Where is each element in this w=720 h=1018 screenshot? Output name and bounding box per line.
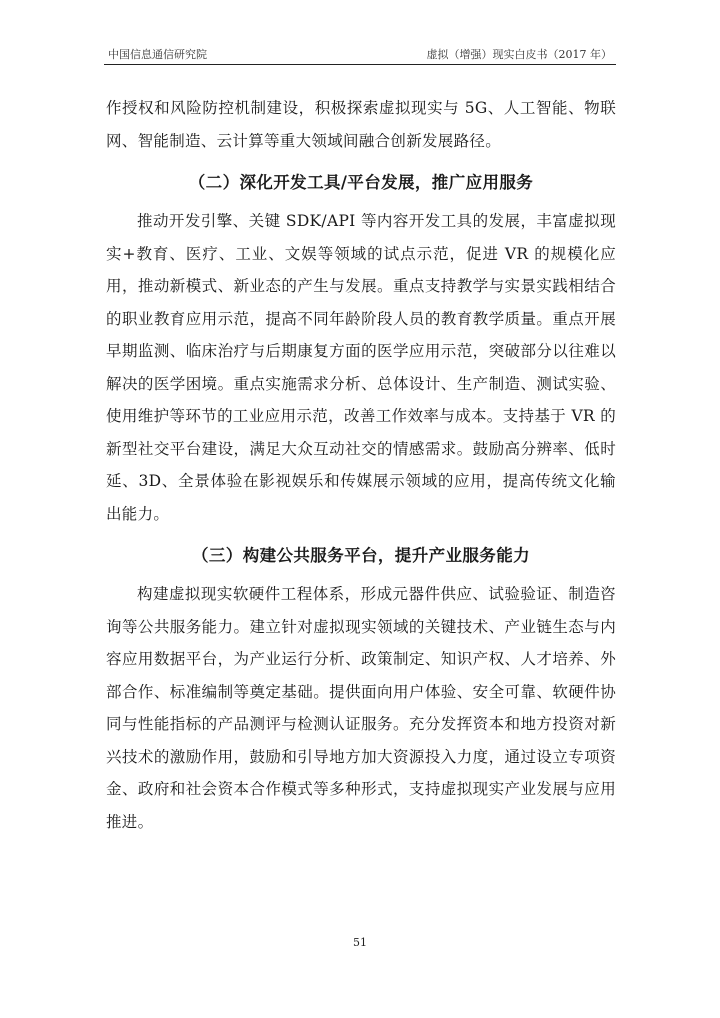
section-heading-3: （三）构建公共服务平台，提升产业服务能力 [192, 546, 530, 565]
continued-paragraph: 作授权和风险防控机制建设，积极探索虚拟现实与 5G、人工智能、物联网、智能制造、云计算等重大领域间融合创新发展路径。 [106, 99, 616, 150]
section-heading-2: （二）深化开发工具/平台发展，推广应用服务 [188, 173, 534, 192]
section-2-paragraph: 推动开发引擎、关键 SDK/API 等内容开发工具的发展，丰富虚拟现实+教育、医疗、工业、文娱等领域的试点示范，促进 VR 的规模化应用，推动新模式、新业态的产生与发展。重点支持教学与实景实践相结合的职业教育应用示范，提高不同年龄阶段人员的教育教学质量。重点开展早期监测、临床治疗与后期康复方面的医学应用示范，突破部分以往难以解决的医学困境。重点实施需求分析、总体设计、生产制造、测试实验、使用维护等环节的工业应用示范，改善工作效率与成本。支持基于 VR 的新型社交平台建设，满足大众互动社交的情感需求。鼓励高分辨率、低时延、3D、全景体验在影视娱乐和传媒展示领域的应用，提高传统文化输出能力。 [106, 212, 616, 523]
body-text [106, 92, 616, 838]
section-3-paragraph: 构建虚拟现实软硬件工程体系，形成元器件供应、试验验证、制造咨询等公共服务能力。建立针对虚拟现实领域的关键技术、产业链生态与内容应用数据平台，为产业运行分析、政策制定、知识产权、人才培养、外部合作、标准编制等奠定基础。提供面向用户体验、安全可靠、软硬件协同与性能指标的产品测评与检测认证服务。充分发挥资本和地方投资对新兴技术的激励作用，鼓励和引导地方加大资源投入力度，通过设立专项资金、政府和社会资本合作模式等多种形式，支持虚拟现实产业发展与应用推进。 [106, 585, 616, 831]
header-document-title: 虚拟（增强）现实白皮书（2017 年） [426, 48, 612, 61]
header-organization: 中国信息通信研究院 [108, 48, 207, 61]
header-divider [104, 64, 616, 65]
page-number: 51 [353, 936, 367, 949]
running-header [104, 44, 616, 62]
